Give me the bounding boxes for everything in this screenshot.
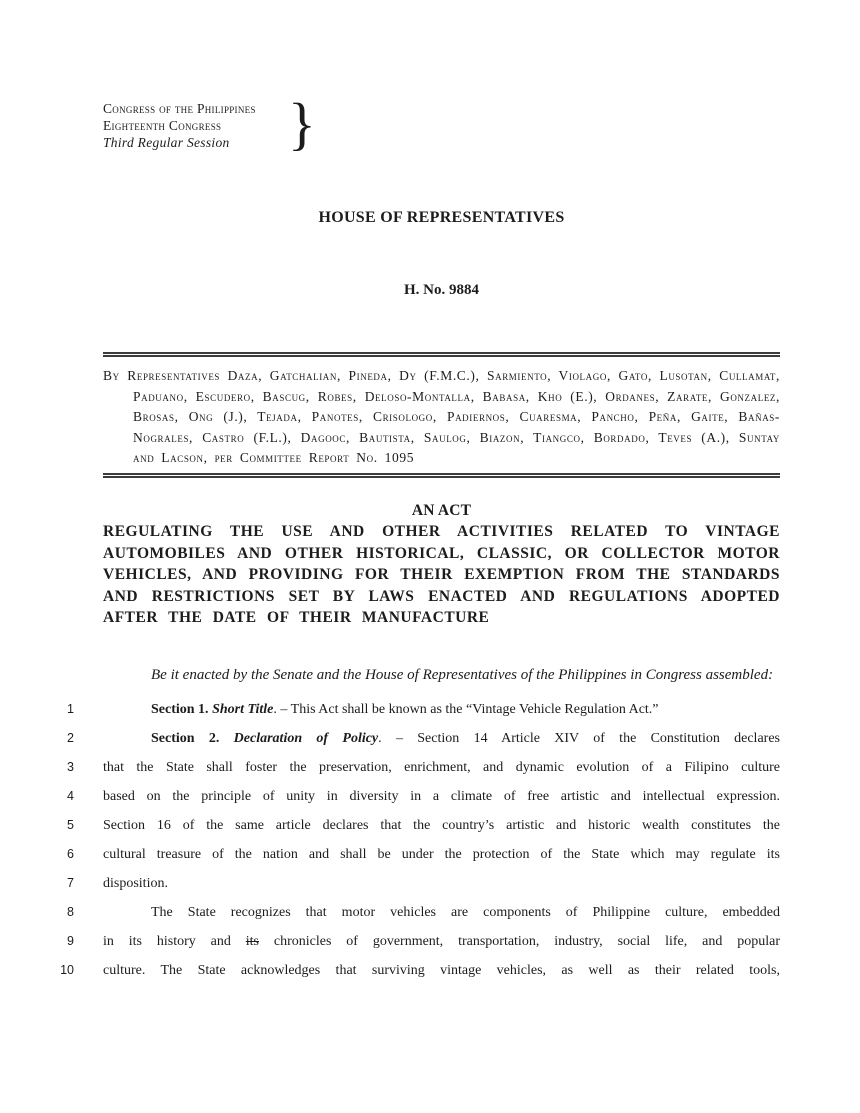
bill-line-8 bbox=[67, 898, 780, 927]
bill-line-7 bbox=[67, 869, 780, 898]
line-text: disposition. bbox=[103, 875, 168, 891]
line-post: chronicles of government, transportation, industry, social life, and popular bbox=[258, 933, 780, 949]
strikethrough-text: its bbox=[245, 933, 259, 949]
line-rest: . – This Act shall be known as the “Vintage Vehicle Regulation Act.” bbox=[273, 701, 659, 717]
line-number: 10 bbox=[60, 962, 74, 977]
authors-paragraph: By Representatives Daza, Gatchalian, Pineda, Dy (F.M.C.), Sarmiento, Violago, Gato, Lusotan, Cullamat, Paduano, Escudero, Bascug, Robes, Deloso-Montalla, Babasa, Kho (E.), Ordanes, Zarate, Gonzalez, Brosas, Ong (J.), Tejada, Panotes, Crisologo, Padiernos, Cuaresma, Pancho, Peña, Gaite, Bañas-Nograles, Castro (F.L.), Dagooc, Bautista, Saulog, Biazon, Tiangco, Bordado, Teves (A.), Suntay and Lacson, per Committee Report No. 1095 bbox=[103, 368, 780, 465]
divider-rule-top bbox=[103, 352, 780, 357]
line-number: 2 bbox=[67, 730, 74, 745]
section-title: Declaration of Policy bbox=[233, 730, 379, 746]
line-text bbox=[103, 927, 780, 956]
line-number: 6 bbox=[67, 846, 74, 861]
brace-glyph: } bbox=[288, 91, 316, 156]
line-text: Section 16 of the same article declares that the country’s artistic and historic wealth constitutes the bbox=[103, 817, 780, 833]
line-number: 5 bbox=[67, 817, 74, 832]
line-text: that the State shall foster the preservation, enrichment, and dynamic evolution of a Filipino culture bbox=[103, 759, 780, 775]
congress-term-line: Eighteenth Congress bbox=[103, 118, 222, 133]
line-number: 9 bbox=[67, 933, 74, 948]
bill-line-1 bbox=[67, 695, 780, 724]
line-number: 8 bbox=[67, 904, 74, 919]
enacting-clause: Be it enacted by the Senate and the House of Representatives of the Philippines in Congress assembled: bbox=[151, 666, 774, 683]
session-header bbox=[103, 91, 423, 156]
act-heading: AN ACT bbox=[411, 501, 472, 519]
section-label: Section 2. bbox=[151, 730, 234, 746]
bill-number: H. No. 9884 bbox=[404, 282, 479, 298]
session-type-line: Third Regular Session bbox=[103, 135, 230, 150]
line-number: 3 bbox=[67, 759, 74, 774]
divider-rule-bottom bbox=[103, 473, 780, 478]
chamber-title: HOUSE OF REPRESENTATIVES bbox=[318, 209, 565, 226]
line-number: 1 bbox=[67, 701, 74, 716]
bill-line-5 bbox=[67, 811, 780, 840]
act-title: REGULATING THE USE AND OTHER ACTIVITIES RELATED TO VINTAGE AUTOMOBILES AND OTHER HISTORICAL, CLASSIC, OR COLLECTOR MOTOR VEHICLES, AND PROVIDING FOR THEIR EXEMPTION FROM THE STANDARDS AND RESTRICTIONS SET BY LAWS ENACTED AND REGULATIONS ADOPTED AFTER THE DATE OF THEIR MANUFACTURE bbox=[103, 523, 780, 626]
bill-line-9 bbox=[67, 927, 780, 956]
line-rest: . – Section 14 Article XIV of the Constitution declares bbox=[378, 730, 780, 746]
line-number: 7 bbox=[67, 875, 74, 890]
line-pre: in its history and bbox=[103, 933, 246, 949]
congress-line: Congress of the Philippines bbox=[103, 101, 256, 116]
section-title: Short Title bbox=[212, 701, 274, 717]
bill-line-6 bbox=[67, 840, 780, 869]
line-text: cultural treasure of the nation and shall be under the protection of the State which may regulate its bbox=[103, 846, 780, 862]
line-text: The State recognizes that motor vehicles are components of Philippine culture, embedded bbox=[151, 904, 780, 920]
line-number: 4 bbox=[67, 788, 74, 803]
bill-line-4 bbox=[67, 782, 780, 811]
section-label: Section 1. bbox=[151, 701, 213, 717]
line-text bbox=[103, 724, 780, 753]
line-text bbox=[103, 695, 780, 724]
line-text: based on the principle of unity in diversity in a climate of free artistic and intellectual expression. bbox=[103, 788, 780, 804]
line-text: culture. The State acknowledges that surviving vintage vehicles, as well as their related tools, bbox=[103, 962, 780, 978]
bill-line-2 bbox=[67, 724, 780, 753]
bill-line-3 bbox=[67, 753, 780, 782]
bill-body bbox=[60, 695, 780, 985]
bill-line-10 bbox=[60, 956, 780, 985]
